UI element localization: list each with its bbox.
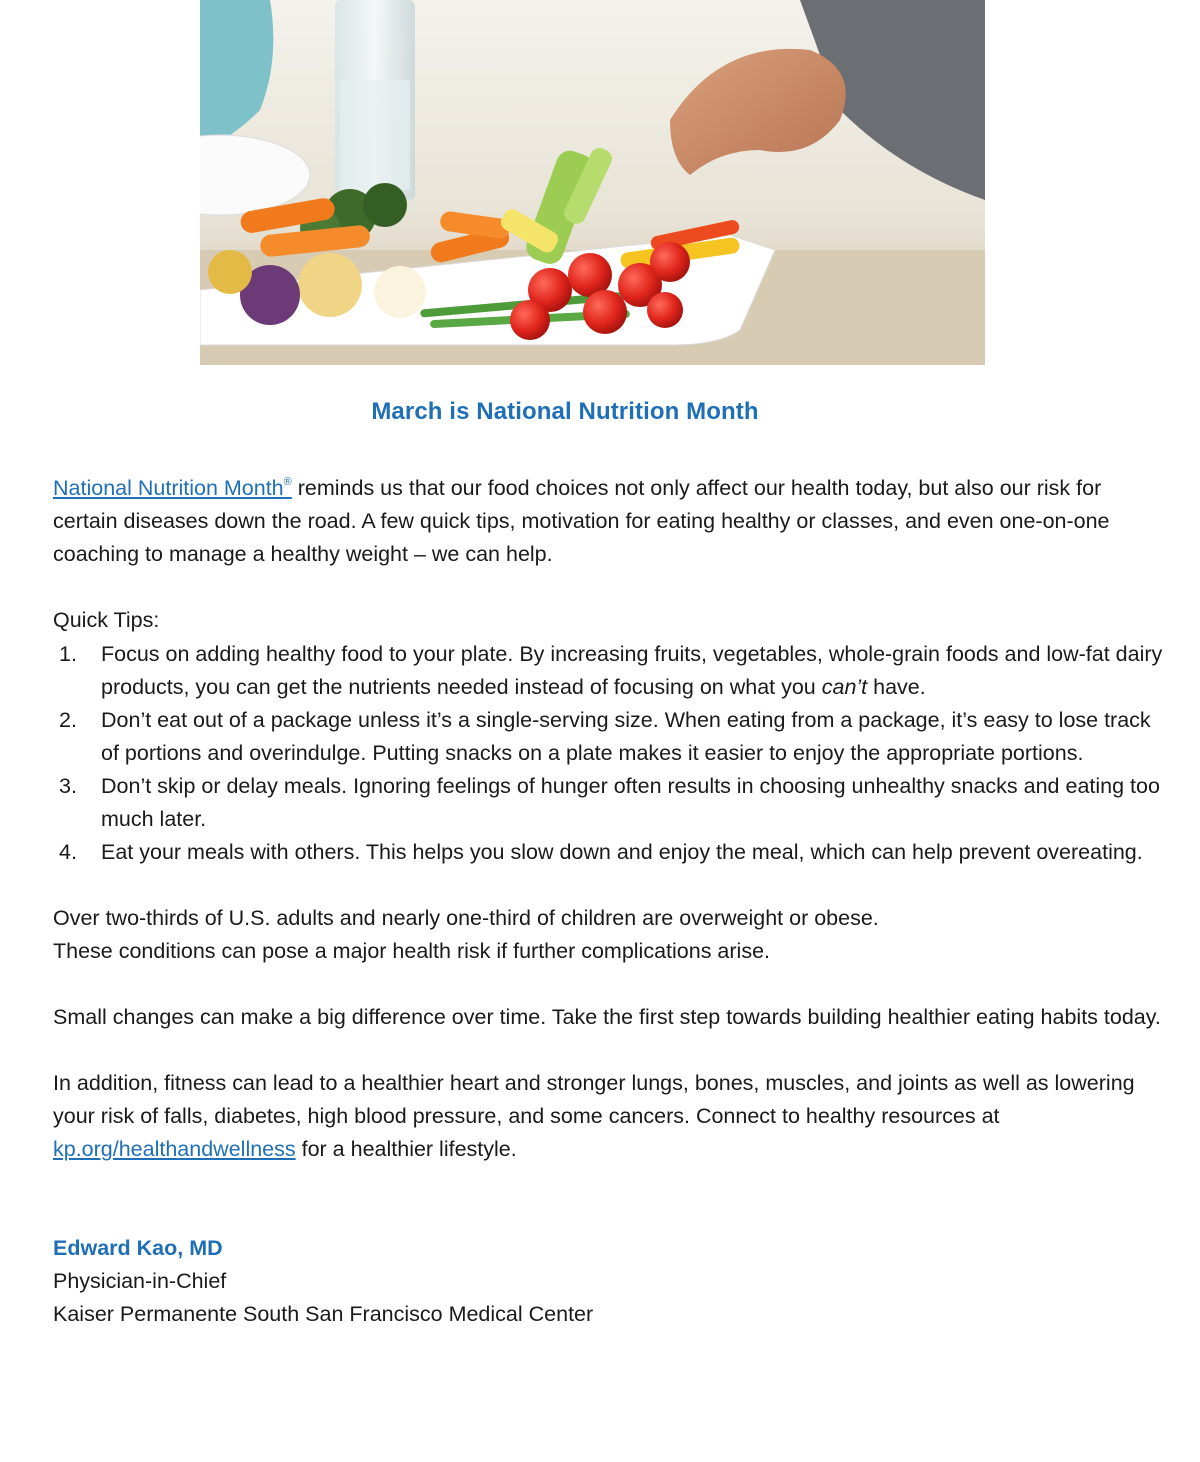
obesity-paragraph-line2: These conditions can pose a major health risk if further complications arise. bbox=[53, 939, 771, 963]
intro-paragraph bbox=[53, 472, 1163, 571]
spacer bbox=[53, 968, 1163, 1001]
list-item-text: Don’t eat out of a package unless it’s a single-serving size. When eating from a package, it’s easy to lose track of portions and overindulge. Putting snacks on a plate makes it easier to enjoy the appropriate portions. bbox=[101, 708, 1151, 765]
list-item bbox=[53, 704, 1163, 770]
spacer bbox=[53, 571, 1163, 604]
hero-image bbox=[200, 0, 985, 365]
list-item-number: 1. bbox=[59, 642, 77, 666]
obesity-paragraph-line1: Over two-thirds of U.S. adults and nearly one-third of children are overweight or obese. bbox=[53, 906, 879, 930]
vegetable-platter-photo-icon bbox=[200, 0, 985, 365]
fitness-text: In addition, fitness can lead to a healthier heart and stronger lungs, bones, muscles, and joints as well as lowering your risk of falls, diabetes, high blood pressure, and some cancers. Connect to healthy resources at bbox=[53, 1071, 1135, 1128]
spacer bbox=[53, 869, 1163, 902]
list-item-text-end: have. bbox=[867, 675, 926, 699]
signature-block bbox=[53, 1232, 1163, 1331]
article-body bbox=[53, 472, 1163, 1331]
quick-tips-heading: Quick Tips: bbox=[53, 608, 160, 632]
list-item-number: 4. bbox=[59, 840, 77, 864]
list-item-text: Don’t skip or delay meals. Ignoring feelings of hunger often results in choosing unhealthy snacks and eating too much later. bbox=[101, 774, 1160, 831]
signature-title: Physician-in-Chief bbox=[53, 1269, 227, 1293]
fitness-text-end: for a healthier lifestyle. bbox=[295, 1137, 517, 1161]
health-and-wellness-link[interactable]: kp.org/healthandwellness bbox=[53, 1137, 296, 1161]
list-item-emphasis: can’t bbox=[821, 675, 868, 699]
list-item-text: Focus on adding healthy food to your plate. By increasing fruits, vegetables, whole-grain foods and low-fat dairy products, you can get the nutrients needed instead of focusing on what you bbox=[101, 642, 1163, 699]
fitness-paragraph bbox=[53, 1067, 1163, 1166]
quick-tips-list bbox=[53, 638, 1163, 869]
signature-name: Edward Kao, MD bbox=[53, 1236, 223, 1260]
spacer bbox=[53, 1199, 1163, 1232]
registered-mark: ® bbox=[283, 475, 292, 488]
list-item bbox=[53, 770, 1163, 836]
list-item-number: 3. bbox=[59, 774, 77, 798]
page-title: March is National Nutrition Month bbox=[371, 398, 759, 425]
national-nutrition-month-link[interactable] bbox=[53, 476, 292, 500]
intro-text: reminds us that our food choices not only affect our health today, but also our risk for certain diseases down the road. A few quick tips, motivation for eating healthy or classes, and even one-on-one coaching to manage a healthy weight – we can help. bbox=[53, 476, 1110, 566]
small-changes-paragraph: Small changes can make a big difference over time. Take the first step towards building healthier eating habits today. bbox=[53, 1005, 1161, 1029]
national-nutrition-month-link-text: National Nutrition Month bbox=[53, 476, 284, 500]
list-item bbox=[53, 638, 1163, 704]
signature-organization: Kaiser Permanente South San Francisco Medical Center bbox=[53, 1302, 594, 1326]
list-item-number: 2. bbox=[59, 708, 77, 732]
list-item-text: Eat your meals with others. This helps you slow down and enjoy the meal, which can help prevent overeating. bbox=[101, 840, 1143, 864]
list-item bbox=[53, 836, 1163, 869]
spacer bbox=[53, 1166, 1163, 1199]
spacer bbox=[53, 1034, 1163, 1067]
